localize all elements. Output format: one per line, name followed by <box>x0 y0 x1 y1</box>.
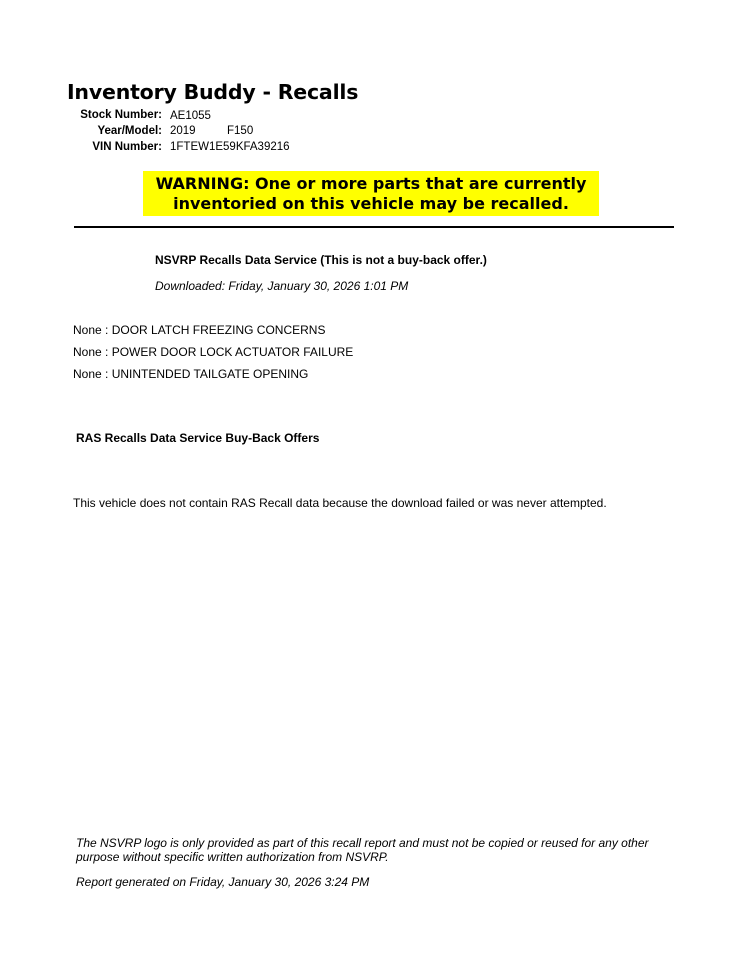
nsvrp-section-heading: NSVRP Recalls Data Service (This is not a buy-back offer.) <box>155 253 487 267</box>
vin-number-label: VIN Number: <box>92 141 162 153</box>
model-value: F150 <box>227 125 254 137</box>
recall-item: None : UNINTENDED TAILGATE OPENING <box>73 367 309 381</box>
year-value: 2019 <box>170 125 196 137</box>
nsvrp-downloaded-date: Downloaded: Friday, January 30, 2026 1:01 PM <box>155 279 409 293</box>
page-title: Inventory Buddy - Recalls <box>67 80 359 104</box>
stock-number-value: AE1055 <box>170 110 211 122</box>
vin-number-value: 1FTEW1E59KFA39216 <box>170 141 290 153</box>
stock-number-label: Stock Number: <box>80 109 162 121</box>
header-divider <box>74 226 674 228</box>
recall-item: None : POWER DOOR LOCK ACTUATOR FAILURE <box>73 345 354 359</box>
recall-item: None : DOOR LATCH FREEZING CONCERNS <box>73 323 326 337</box>
report-generated-date: Report generated on Friday, January 30, 2026 3:24 PM <box>76 875 370 889</box>
ras-section-heading: RAS Recalls Data Service Buy-Back Offers <box>76 431 320 445</box>
warning-text: WARNING: One or more parts that are currently inventoried on this vehicle may be recalled. <box>155 173 587 213</box>
logo-usage-notice: The NSVRP logo is only provided as part of this recall report and must not be copied or reused for any other purpose without specific written authorization from NSVRP. <box>76 836 649 864</box>
recall-warning-banner <box>143 171 599 216</box>
year-model-label: Year/Model: <box>97 125 162 137</box>
ras-status-message: This vehicle does not contain RAS Recall data because the download failed or was never attempted. <box>73 496 607 510</box>
